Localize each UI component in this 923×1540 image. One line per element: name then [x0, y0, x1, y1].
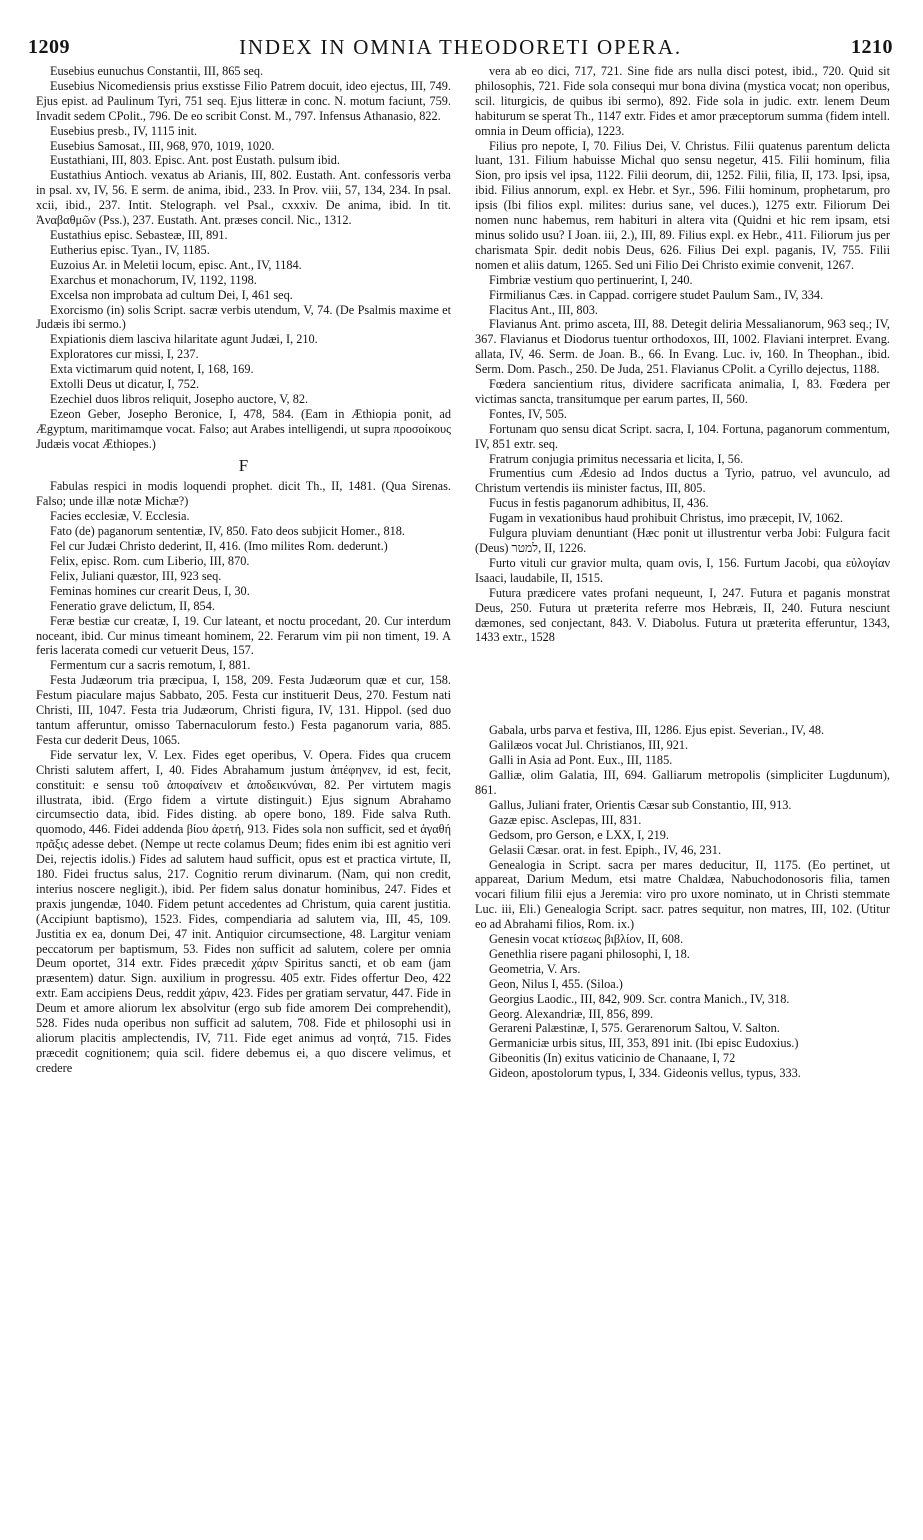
index-entry: Geon, Nilus I, 455. (Siloa.)	[489, 976, 623, 991]
page-number-right: 1210	[851, 35, 893, 58]
index-entry: Exorcismo (in) solis Script. sacræ verbis utendum, V, 74. (De Psalmis maxime et Judæis ibi sermo.)	[36, 302, 451, 332]
index-entry: Fucus in festis paganorum adhibitus, II, 436.	[489, 496, 709, 511]
index-entry: Eustathius Antioch. vexatus ab Arianis, III, 802. Eustath. Ant. confessoris verba in psal. xv, IV, 56. E serm. de anima, ibid., 233. In Prov. viii, 57, 134, 234. In psal. xcii, ibid., 237. Intit. Stelograph. vel Psal., cxxxiv. De anima, ibid. In tit. Ἀναβαθμῶν (Pss.), 237. Eustath. Ant. præses concil. Nic., 1312.	[36, 168, 451, 228]
index-entry: Fontes, IV, 505.	[489, 406, 568, 421]
index-entry: Exarchus et monachorum, IV, 1192, 1198.	[50, 272, 257, 287]
index-entry: Gideon, apostolorum typus, I, 334. Gideonis vellus, typus, 333.	[489, 1066, 801, 1081]
index-entry: Exta victimarum quid notent, I, 168, 169.	[50, 362, 254, 377]
left-entries-f	[36, 479, 451, 1075]
index-entry: Filius pro nepote, I, 70. Filius Dei, V. Christus. Filii quatenus parentum delicta luant, 131. Filium habuisse Michal quo sensu negetur, 415. Filii hominum, filia Sion, pro ipsis vel ipsa, 1122. Filii deorum, dii, 1252. Filii, filia, II, 173. Ipsi, ipsa, ibid. Filius annorum, expl. ex Hebr. et Syr., 596. Filii hominum, prophetarum, pro ipsis (Ibi filios expl. milites: durius sane, vel duces.), 1275 extr. Filiorum Dei nomen nunc habemus, rem habituri in altera vita (Quidni et hic rem ipsam, etsi minus solido usu? I Joan. iii, 2.), III, 89. Filius expl. ex Hebr., 411. Filiorum jus per charismata Spir. dedit nobis Deus, 626. Filius Dei expl. paganis, IV, 755. Filii nomen et aliis datum, 1265. Sed uni Filio Dei Christo eximie convenit, 1267.	[475, 138, 890, 272]
index-entry: Genethlia risere pagani philosophi, I, 18.	[489, 946, 690, 961]
index-entry: vera ab eo dici, 717, 721. Sine fide ars nulla disci potest, ibid., 720. Quid sit philosophis, 721. Fide sola consequi mur bona divina (mystica vocat; non operibus, scil. liturgicis, de quibus ibi sermo), 892. Fide sola in judic. extr. lenem Deum habiturum se sperat Th., 1147 extr. Fides et amor præceptorum summa (fidem intell. omnia in Deum officia), 1223.	[475, 64, 890, 138]
index-entry: Eusebius presb., IV, 1115 init.	[50, 123, 198, 138]
index-entry: Feræ bestiæ cur creatæ, I, 19. Cur lateant, et noctu procedant, 20. Cur interdum noceant, ibid. Cur minus timeant hominem, 22. Ferarum vim pii non timent, 19. A feris lacerata comedi cur vetuerit Deus, 157.	[36, 613, 451, 658]
index-entry: Eusebius Nicomediensis prius exstisse Filio Patrem docuit, ideo ejectus, III, 749. Ejus epist. ad Paulinum Tyri, 751 seq. Ejus litteræ in conc. N. motum faciunt, 759. Invadit sedem CPolit., 796. De eo scribit Const. M., 797. Infensus Athanasio, 822.	[36, 78, 451, 123]
index-entry: Fugam in vexationibus haud prohibuit Christus, imo præcepit, IV, 1062.	[489, 511, 843, 526]
index-entry: Gibeonitis (In) exitus vaticinio de Chanaane, I, 72	[489, 1051, 736, 1066]
index-entry: Gabala, urbs parva et festiva, III, 1286. Ejus epist. Severian., IV, 48.	[489, 723, 825, 738]
index-entry: Futura prædicere vates profani nequeunt, I, 247. Futura et paganis monstrat Deus, 250. Futura ut præterita referre mos Hebræis, II, 240. Futura nesciunt dæmones, sed conjectant, 843. V. Diabolus. Futura ut præterita efferuntur, 1343, 1433 extr., 1528	[475, 585, 890, 645]
running-title: INDEX IN OMNIA THEODORETI OPERA.	[239, 34, 682, 59]
left-column	[36, 64, 451, 1076]
index-entry: Fimbriæ vestium quo pertinuerint, I, 240.	[489, 272, 693, 287]
page-header	[28, 30, 893, 64]
index-entry: Fermentum cur a sacris remotum, I, 881.	[50, 658, 251, 673]
index-entry: Excelsa non improbata ad cultum Dei, I, 461 seq.	[50, 287, 293, 302]
right-column	[475, 64, 890, 1081]
index-entry: Fabulas respici in modis loquendi prophet. dicit Th., II, 1481. (Qua Sirenas. Falso; unde illæ notæ Michæ?)	[36, 479, 451, 509]
index-entry: Gallus, Juliani frater, Orientis Cæsar sub Constantio, III, 913.	[489, 797, 792, 812]
index-entry: Eusebius eunuchus Constantii, III, 865 seq.	[50, 64, 264, 78]
index-entry: Georg. Alexandriæ, III, 856, 899.	[489, 1006, 654, 1021]
index-entry: Galliæ, olim Galatia, III, 694. Galliarum metropolis (simpliciter Lugdunum), 861.	[475, 768, 890, 797]
index-entry: Fœdera sancientium ritus, dividere sacrificata animalia, I, 83. Fœdera per victimas sancta, transitumque per earum partes, II, 560.	[475, 377, 890, 406]
index-entry: Exploratores cur missi, I, 237.	[50, 347, 199, 362]
index-entry: Eusebius Samosat., III, 968, 970, 1019, 1020.	[50, 138, 275, 153]
index-entry: Festa Judæorum tria præcipua, I, 158, 209. Festa Judæorum quæ et cur, 158. Festum piaculare majus Sabbato, 205. Festa cur instituerit Deus, 270. Festum nati Christi, III, 1047. Festa tria Judæorum, Christi figura, IV, 131. Hippol. (sed duo tantum afferuntur, omisso Tabernaculorum festo.) Festa paganorum varia, 885. Festa cur dederit Deus, 1065.	[36, 673, 451, 747]
index-entry: Ezeon Geber, Josepho Beronice, I, 478, 584. (Eam in Æthiopia ponit, ad Ægyptum, maritimamque vocat. Falso; aut Arabes intelligendi, ut supra προσοίκους Judæis vocat Æthiopes.)	[36, 406, 451, 451]
index-entry: Facies ecclesiæ, V. Ecclesia.	[50, 509, 190, 524]
index-entry: Fide servatur lex, V. Lex. Fides eget operibus, V. Opera. Fides qua crucem Christi salutem affert, I, 40. Fides Abrahamum justum ἀπέφηνεν, id est, fecit, constituit: e sensu τοῦ ἀποφαίνειν et ἀποδεικνύναι, 82. Per virtutem magis illustrata, ibid. (Ergo fidem a virtute distinguit.) Ejus signum Abrahamo circumsectio data, ibid. Fides disting. ab opere bono, 189. Fide salva Ruth. quomodo, 446. Fidei addenda βίου ἀρετή, 913. Fides sola non sufficit, sed et ἀγαθή πρᾶξις adesse debet. (Nempe ut recte colamus Deum; fides enim ibi est agnitio veri Dei, rejectis idolis.) Fides ad salutem haud sufficit, opus est et practica virtute, II, 180. Fidei fructus salus, 217. Cognitio rerum divinarum. (Nam, qui non credit, interius noscere negligit.), ibid. Per fidem salus donatur hominibus, 247. Fides et praxis jungendæ, 1040. Fidem petunt accedentes ad Christum, quia carent justitia. (Accipiunt baptismo), 1523. Fides, compendiaria ad salutem via, III, 45, 109. Justitia ex ea, donum Dei, 47 init. Antiquior circumsectione, 48. Largitur veniam peccatorum per baptismum, 53. Fides non sufficit ad salutem, colere per omnia Deum oportet, 314 extr. Fides præcedit χάριν Spiritus sancti, et ob eam (jam præsentem) datur. Sign. auxilium in progressu. 405 extr. Fides offertur Deo, 422 extr. Eam accipiens Deus, reddit χάριν, 423. Fides per gratiam servatur, 447. Fide in Deum et amore aliorum lex absolvitur (ergo sub fide amorem Dei comprehendit), 528. Fides nuda operibus non sufficit ad salutem, 708. Fide et philosophi usi in aliorum placitis amplectendis, IV, 711. Fide eget animus ad νοητά, 715. Fides præcedit cognitionem; quia scil. fidere debemus ei, a quo discere velimus, et credere	[36, 747, 451, 1075]
index-entry: Feneratio grave delictum, II, 854.	[50, 598, 215, 613]
index-entry: Fortunam quo sensu dicat Script. sacra, I, 104. Fortuna, paganorum commentum, IV, 851 extr. seq.	[475, 421, 890, 451]
index-entry: Extolli Deus ut dicatur, I, 752.	[50, 377, 200, 392]
index-entry: Flacitus Ant., III, 803.	[489, 302, 598, 317]
page-number-left: 1209	[28, 35, 70, 58]
index-entry: Eustathius episc. Sebasteæ, III, 891.	[50, 227, 228, 242]
index-entry: Fato (de) paganorum sententiæ, IV, 850. Fato deos subjicit Homer., 818.	[50, 524, 405, 539]
index-entry: Genesin vocat κτίσεως βιβλίον, II, 608.	[489, 932, 684, 947]
index-entry: Germaniciæ urbis situs, III, 353, 891 init. (Ibi episc Eudoxius.)	[489, 1036, 799, 1051]
index-entry: Galli in Asia ad Pont. Eux., III, 1185.	[489, 753, 673, 768]
index-entry: Ezechiel duos libros reliquit, Josepho auctore, V, 82.	[50, 391, 309, 406]
section-letter-f: F	[238, 455, 249, 475]
index-entry: Felix, episc. Rom. cum Liberio, III, 870.	[50, 554, 250, 568]
index-entry: Georgius Laodic., III, 842, 909. Scr. contra Manich., IV, 318.	[489, 991, 790, 1006]
index-entry: Fratrum conjugia primitus necessaria et licita, I, 56.	[489, 451, 744, 466]
index-entry: Fel cur Judæi Christo dederint, II, 416. (Imo milites Rom. dederunt.)	[50, 539, 388, 554]
index-entry: Expiationis diem lasciva hilaritate agunt Judæi, I, 210.	[50, 332, 318, 347]
section-gap	[475, 645, 890, 723]
index-entry: Eutherius episc. Tyan., IV, 1185.	[50, 242, 210, 257]
index-entry: Flavianus Ant. primo asceta, III, 88. Detegit deliria Messalianorum, 963 seq.; IV, 367. Flavianus et Diodorus tuentur orthodoxos, III, 1002. Flaviani interpret. Evang. allata, IV, 46. Serm. de Joan. B., 66. In Evang. Luc. iv, 160. In Theophan., ibid. Serm. Dom. Pasch., 250. De Juda, 251. Flavianus CPolit. a Cyrillo dejectus, 1188.	[475, 317, 890, 377]
index-entry: Furto vituli cur gravior multa, quam ovis, I, 156. Furtum Jacobi, qua εὐλογίαν Isaaci, laudabile, II, 1515.	[475, 555, 890, 585]
index-entry: Gerareni Palæstinæ, I, 575. Gerarenorum Saltou, V. Salton.	[489, 1021, 780, 1036]
index-entry: Frumentius cum Ædesio ad Indos ductus a Tyrio, patruo, vel avunculo, ad Christum vertendis iis minister factus, III, 805.	[475, 466, 890, 496]
index-entry: Fulgura pluviam denuntiant (Hæc ponit ut illustrentur verba Jobi: Fulgura facit (Deus) למטר, II, 1226.	[475, 526, 890, 555]
index-entry: Geometria, V. Ars.	[489, 961, 581, 976]
right-entries-g	[475, 723, 890, 1081]
index-entry: Feminas homines cur crearit Deus, I, 30.	[50, 583, 250, 598]
right-entries-f	[475, 64, 890, 645]
index-entry: Galilæos vocat Jul. Christianos, III, 921.	[489, 738, 689, 753]
index-entry: Gedsom, pro Gerson, e LXX, I, 219.	[489, 827, 669, 842]
index-entry: Eustathiani, III, 803. Episc. Ant. post Eustath. pulsum ibid.	[50, 153, 340, 168]
index-entry: Firmilianus Cæs. in Cappad. corrigere studet Paulum Sam., IV, 334.	[489, 287, 824, 302]
index-entry: Felix, Juliani quæstor, III, 923 seq.	[50, 568, 222, 583]
left-entries-e	[36, 64, 451, 452]
index-entry: Genealogia in Script. sacra per mares deducitur, II, 1175. (Eo pertinet, ut appareat, Darium Medum, etsi matre Chaldæa, Nabuchodonosoris filia, tamen vocari filium filii ejus a Jeremia: viro pro uxore nominato, ut in Christi stemmate Luc. iii, Eli.) Genealogia Script. sacr. patres sequitur, non matres, III, 102. (Utitur eo ad Abrahami filios, Rom. ix.)	[475, 857, 890, 932]
index-entry: Gelasii Cæsar. orat. in fest. Epiph., IV, 46, 231.	[489, 842, 722, 857]
index-entry: Gazæ episc. Asclepas, III, 831.	[489, 812, 642, 827]
index-entry: Euzoius Ar. in Meletii locum, episc. Ant., IV, 1184.	[50, 257, 302, 272]
